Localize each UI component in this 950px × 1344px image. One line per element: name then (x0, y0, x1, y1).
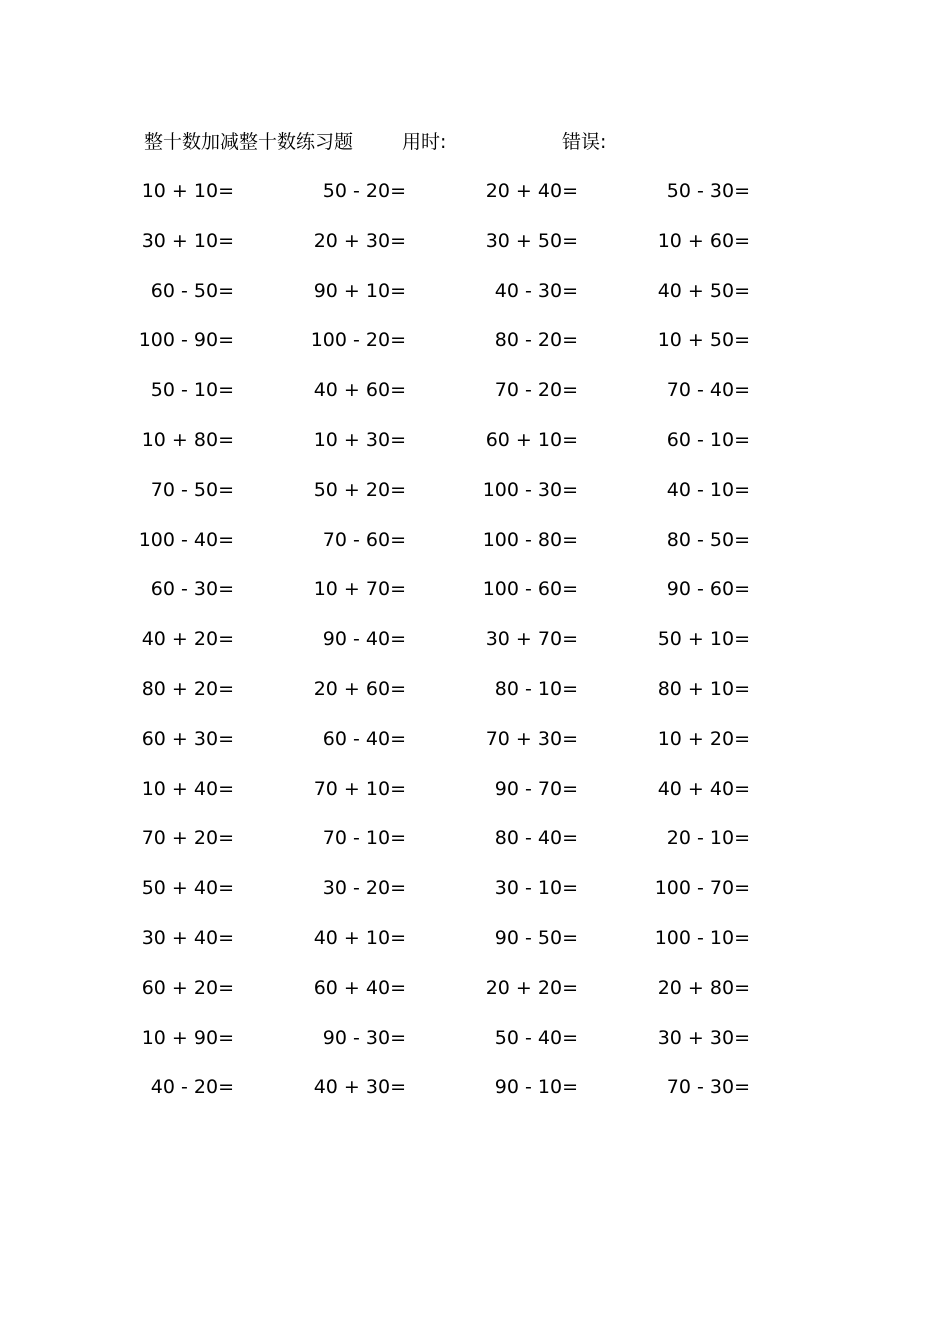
problem-row (0, 324, 950, 374)
math-problem: 20 + 20= (485, 976, 578, 999)
math-problem: 80 + 20= (141, 677, 234, 700)
math-problem: 50 + 10= (657, 628, 750, 651)
problem-row (0, 524, 950, 574)
math-problem: 30 + 30= (657, 1026, 750, 1049)
math-problem: 60 - 40= (322, 727, 406, 750)
problem-row (0, 623, 950, 673)
math-problem: 10 + 50= (657, 329, 750, 352)
math-problem: 10 + 70= (313, 578, 406, 601)
math-problem: 50 - 40= (494, 1026, 578, 1049)
math-problem: 50 - 10= (150, 379, 234, 402)
math-problem: 10 + 60= (657, 229, 750, 252)
math-problem: 40 - 10= (666, 478, 750, 501)
problem-row (0, 673, 950, 723)
problem-row (0, 723, 950, 773)
math-problem: 30 - 20= (322, 877, 406, 900)
math-problem: 100 - 60= (482, 578, 578, 601)
math-problem: 90 + 10= (313, 279, 406, 302)
math-problem: 70 - 10= (322, 827, 406, 850)
math-problem: 10 + 10= (141, 180, 234, 202)
problem-row (0, 275, 950, 325)
math-problem: 20 + 60= (313, 677, 406, 700)
math-problem: 10 + 40= (141, 777, 234, 800)
math-problem: 60 + 30= (141, 727, 234, 750)
problem-row (0, 1022, 950, 1072)
problem-row (0, 922, 950, 972)
problem-row (0, 175, 950, 225)
problem-row (0, 872, 950, 922)
math-problem: 100 - 90= (138, 329, 234, 352)
math-problem: 100 - 40= (138, 528, 234, 551)
math-problem: 50 + 20= (313, 478, 406, 501)
math-problem: 80 - 50= (666, 528, 750, 551)
math-problem: 30 + 70= (485, 628, 578, 651)
math-problem: 40 + 40= (657, 777, 750, 800)
math-problem: 70 - 20= (494, 379, 578, 402)
math-problem: 10 + 80= (141, 428, 234, 451)
math-problem: 10 + 30= (313, 428, 406, 451)
math-problem: 80 - 10= (494, 677, 578, 700)
problem-row (0, 474, 950, 524)
math-problem: 30 + 50= (485, 229, 578, 252)
math-problem: 80 - 40= (494, 827, 578, 850)
math-problem: 90 - 50= (494, 926, 578, 949)
math-problem: 40 + 20= (141, 628, 234, 651)
math-problem: 80 + 10= (657, 677, 750, 700)
math-problem: 70 - 50= (150, 478, 234, 501)
math-problem: 90 - 60= (666, 578, 750, 601)
math-problem: 70 - 40= (666, 379, 750, 402)
problem-row (0, 573, 950, 623)
math-problem: 90 - 30= (322, 1026, 406, 1049)
math-problem: 70 + 30= (485, 727, 578, 750)
math-problem: 40 + 10= (313, 926, 406, 949)
math-problem: 90 - 40= (322, 628, 406, 651)
time-label: 用时: (402, 131, 447, 153)
error-label: 错误: (562, 131, 607, 153)
math-problem: 50 - 30= (666, 180, 750, 202)
math-problem: 60 - 10= (666, 428, 750, 451)
math-problem: 30 + 40= (141, 926, 234, 949)
worksheet-header (144, 128, 844, 156)
math-problem: 50 + 40= (141, 877, 234, 900)
math-problem: 80 - 20= (494, 329, 578, 352)
math-problem: 30 + 10= (141, 229, 234, 252)
math-problem: 20 + 30= (313, 229, 406, 252)
math-problem: 40 - 20= (150, 1076, 234, 1099)
problem-row (0, 374, 950, 424)
math-problem: 70 + 10= (313, 777, 406, 800)
problem-row (0, 773, 950, 823)
math-problem: 20 + 80= (657, 976, 750, 999)
math-problem: 20 - 10= (666, 827, 750, 850)
math-problem: 30 - 10= (494, 877, 578, 900)
math-problem: 60 + 40= (313, 976, 406, 999)
math-problem: 60 - 30= (150, 578, 234, 601)
math-problem: 40 + 50= (657, 279, 750, 302)
math-problem: 10 + 20= (657, 727, 750, 750)
problem-row (0, 424, 950, 474)
math-problem: 70 - 30= (666, 1076, 750, 1099)
math-problem: 90 - 70= (494, 777, 578, 800)
math-problem: 50 - 20= (322, 180, 406, 202)
problem-row (0, 972, 950, 1022)
math-problem: 100 - 20= (310, 329, 406, 352)
problem-row (0, 822, 950, 872)
math-problem: 100 - 80= (482, 528, 578, 551)
problem-grid (0, 175, 950, 1121)
math-problem: 90 - 10= (494, 1076, 578, 1099)
problem-row (0, 1071, 950, 1121)
math-problem: 70 - 60= (322, 528, 406, 551)
math-problem: 60 + 20= (141, 976, 234, 999)
math-problem: 100 - 30= (482, 478, 578, 501)
math-problem: 40 - 30= (494, 279, 578, 302)
math-problem: 40 + 30= (313, 1076, 406, 1099)
worksheet-title: 整十数加减整十数练习题 (144, 131, 354, 153)
problem-row (0, 225, 950, 275)
math-problem: 10 + 90= (141, 1026, 234, 1049)
math-problem: 100 - 10= (654, 926, 750, 949)
math-problem: 70 + 20= (141, 827, 234, 850)
math-problem: 100 - 70= (654, 877, 750, 900)
math-problem: 40 + 60= (313, 379, 406, 402)
math-problem: 20 + 40= (485, 180, 578, 202)
math-problem: 60 - 50= (150, 279, 234, 302)
math-problem: 60 + 10= (485, 428, 578, 451)
